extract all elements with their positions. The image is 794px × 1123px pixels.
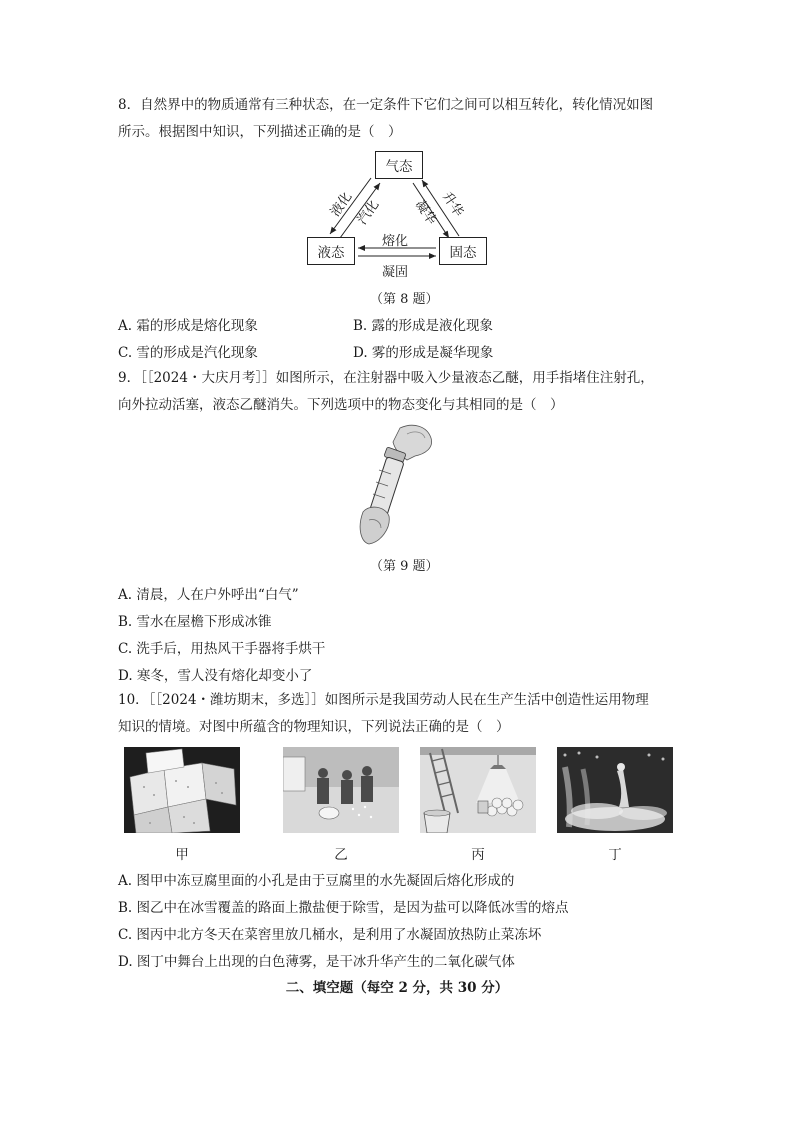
gas-box: 气态: [375, 151, 423, 179]
section-heading-fill-in: 二、填空题（每空 2 分，共 30 分）: [285, 980, 509, 996]
liquefy-label: 液化: [328, 189, 356, 220]
q10-option-b: B. 图乙中在冰雪覆盖的路面上撒盐便于除雪，是因为盐可以降低冰雪的熔点: [118, 900, 569, 916]
q8-option-a: A. 霜的形成是熔化现象: [118, 318, 258, 334]
q8-option-b: B. 露的形成是液化现象: [353, 318, 494, 334]
syringe-figure: [355, 420, 441, 546]
q9-option-c: C. 洗手后，用热风干手器将手烘干: [118, 641, 326, 657]
photo-label-bing: 丙: [471, 847, 485, 863]
q9-option-d: D. 寒冬，雪人没有熔化却变小了: [118, 668, 313, 684]
vegetable-cellar-photo: [420, 747, 536, 833]
q9-option-b: B. 雪水在屋檐下形成冰锥: [118, 614, 272, 630]
stage-fog-photo: [557, 747, 673, 833]
photo-label-jia: 甲: [175, 847, 189, 863]
q8-stem-line1: 8．自然界中的物质通常有三种状态，在一定条件下它们之间可以相互转化，转化情况如图: [118, 97, 654, 113]
q8-option-c: C. 雪的形成是汽化现象: [118, 345, 258, 361]
q9-stem-line2: 向外拉动活塞，液态乙醚消失。下列选项中的物态变化与其相同的是（ ）: [118, 397, 564, 413]
melt-label: 熔化: [382, 234, 409, 249]
diagram-arrows: [0, 0, 794, 300]
q10-option-a: A. 图甲中冻豆腐里面的小孔是由于豆腐里的水先凝固后熔化形成的: [118, 873, 515, 889]
frozen-tofu-photo: [124, 747, 240, 833]
q9-stem-line1: 9．［［2024・大庆月考］］如图所示，在注射器中吸入少量液态乙醚，用手指堵住注射孔，: [118, 370, 654, 386]
q10-option-d: D. 图丁中舞台上出现的白色薄雾，是干冰升华产生的二氧化碳气体: [118, 954, 515, 970]
q9-caption: （第 9 题）: [370, 559, 439, 574]
vaporize-label: 汽化: [355, 197, 383, 228]
q8-caption: （第 8 题）: [370, 292, 439, 307]
q8-stem-line2: 所示。根据图中知识，下列描述正确的是（ ）: [118, 124, 402, 140]
solid-box: 固态: [439, 237, 487, 265]
q10-stem-line2: 知识的情境。对图中所蕴含的物理知识，下列说法正确的是（ ）: [118, 719, 510, 735]
q9-option-a: A. 清晨，人在户外呼出“白气”: [118, 587, 299, 603]
sublime-label: 升华: [438, 189, 466, 220]
salting-road-photo: [283, 747, 399, 833]
photo-label-yi: 乙: [334, 847, 348, 863]
q10-stem-line1: 10．［［2024・潍坊期末，多选］］如图所示是我国劳动人民在生产生活中创造性运用物理: [118, 692, 649, 708]
liquid-box: 液态: [307, 237, 355, 265]
photo-label-ding: 丁: [608, 847, 622, 863]
q10-option-c: C. 图丙中北方冬天在菜窖里放几桶水，是利用了水凝固放热防止菜冻坏: [118, 927, 542, 943]
freeze-label: 凝固: [382, 265, 409, 280]
q8-option-d: D. 雾的形成是凝华现象: [353, 345, 494, 361]
deposit-label: 凝华: [411, 197, 439, 228]
